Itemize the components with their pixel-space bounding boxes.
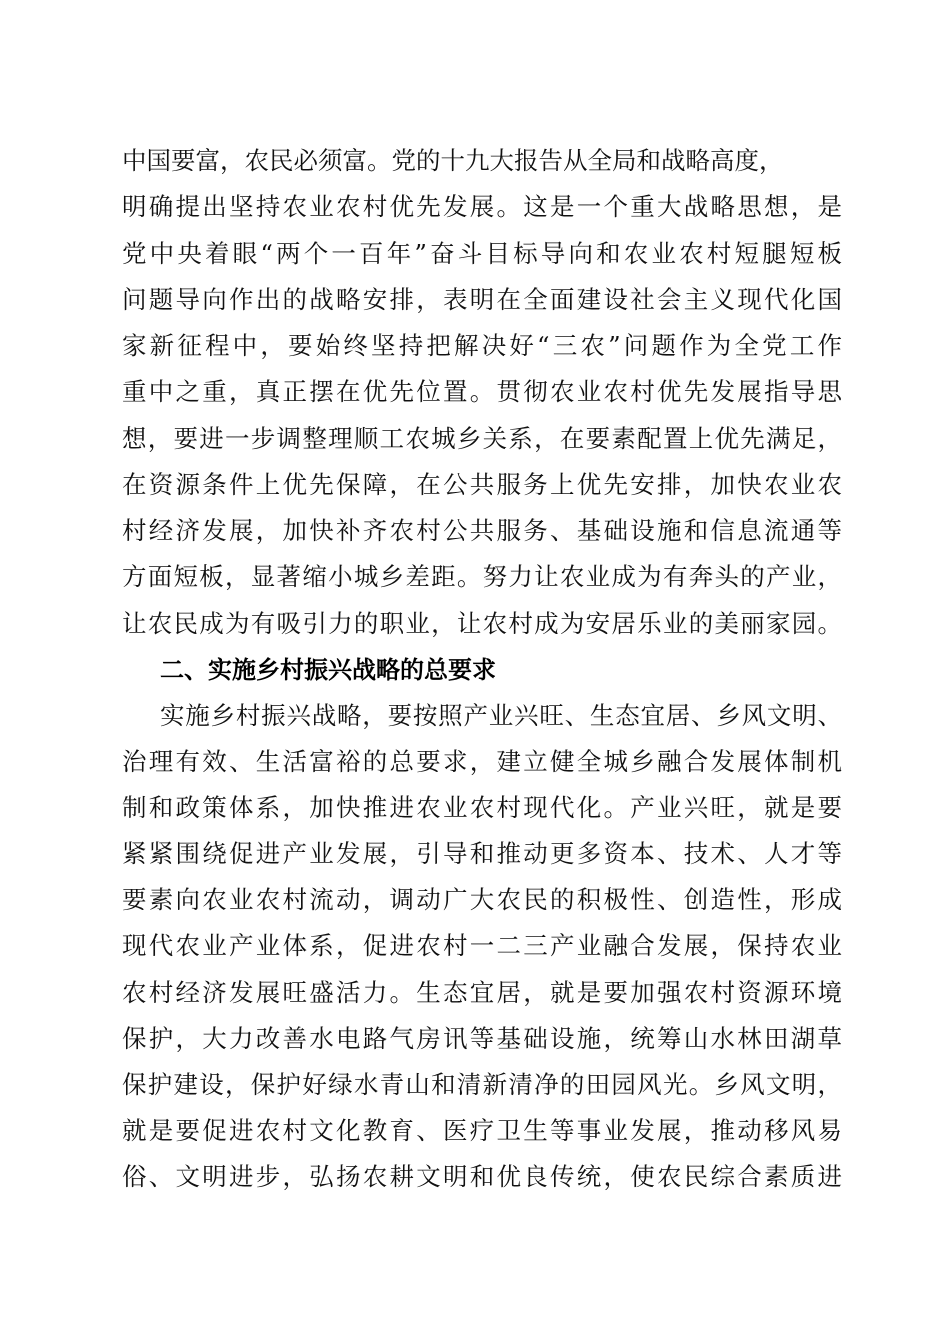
- text-line: 家新征程中，要始终坚持把解决好“三农”问题作为全党工作: [122, 331, 842, 360]
- text-line: 问题导向作出的战略安排，表明在全面建设社会主义现代化国: [122, 285, 842, 314]
- text-line: 村经济发展，加快补齐农村公共服务、基础设施和信息流通等: [122, 516, 842, 545]
- text-line: 在资源条件上优先保障，在公共服务上优先安排，加快农业农: [122, 470, 842, 499]
- text-line: 中国要富，农民必须富。党的十九大报告从全局和战略高度，: [122, 146, 784, 175]
- text-line: 俗、文明进步，弘扬农耕文明和优良传统，使农民综合素质进: [122, 1162, 842, 1191]
- text-line: 方面短板，显著缩小城乡差距。努力让农业成为有奔头的产业，: [122, 562, 842, 591]
- text-line: 党中央着眼“两个一百年”奋斗目标导向和农业农村短腿短板: [122, 239, 842, 268]
- text-line: 保护，大力改善水电路气房讯等基础设施，统筹山水林田湖草: [122, 1024, 842, 1053]
- text-line: 明确提出坚持农业农村优先发展。这是一个重大战略思想，是: [122, 192, 842, 221]
- text-line: 紧紧围绕促进产业发展，引导和推动更多资本、技术、人才等: [122, 839, 842, 868]
- text-line: 想，要进一步调整理顺工农城乡关系，在要素配置上优先满足，: [122, 424, 842, 453]
- text-line: 治理有效、生活富裕的总要求，建立健全城乡融合发展体制机: [122, 747, 842, 776]
- text-line: 制和政策体系，加快推进农业农村现代化。产业兴旺，就是要: [122, 793, 842, 822]
- text-line: 让农民成为有吸引力的职业，让农村成为安居乐业的美丽家园。: [122, 609, 842, 638]
- text-line: 保护建设，保护好绿水青山和清新清净的田园风光。乡风文明，: [122, 1070, 842, 1099]
- text-line: 要素向农业农村流动，调动广大农民的积极性、创造性，形成: [122, 885, 842, 914]
- section-heading: 二、实施乡村振兴战略的总要求: [160, 656, 496, 684]
- text-line: 实施乡村振兴战略，要按照产业兴旺、生态宜居、乡风文明、: [160, 701, 842, 730]
- text-line: 现代农业产业体系，促进农村一二三产业融合发展，保持农业: [122, 931, 842, 960]
- text-line: 重中之重，真正摆在优先位置。贯彻农业农村优先发展指导思: [122, 377, 842, 406]
- text-line: 就是要促进农村文化教育、医疗卫生等事业发展，推动移风易: [122, 1116, 842, 1145]
- text-line: 农村经济发展旺盛活力。生态宜居，就是要加强农村资源环境: [122, 978, 842, 1007]
